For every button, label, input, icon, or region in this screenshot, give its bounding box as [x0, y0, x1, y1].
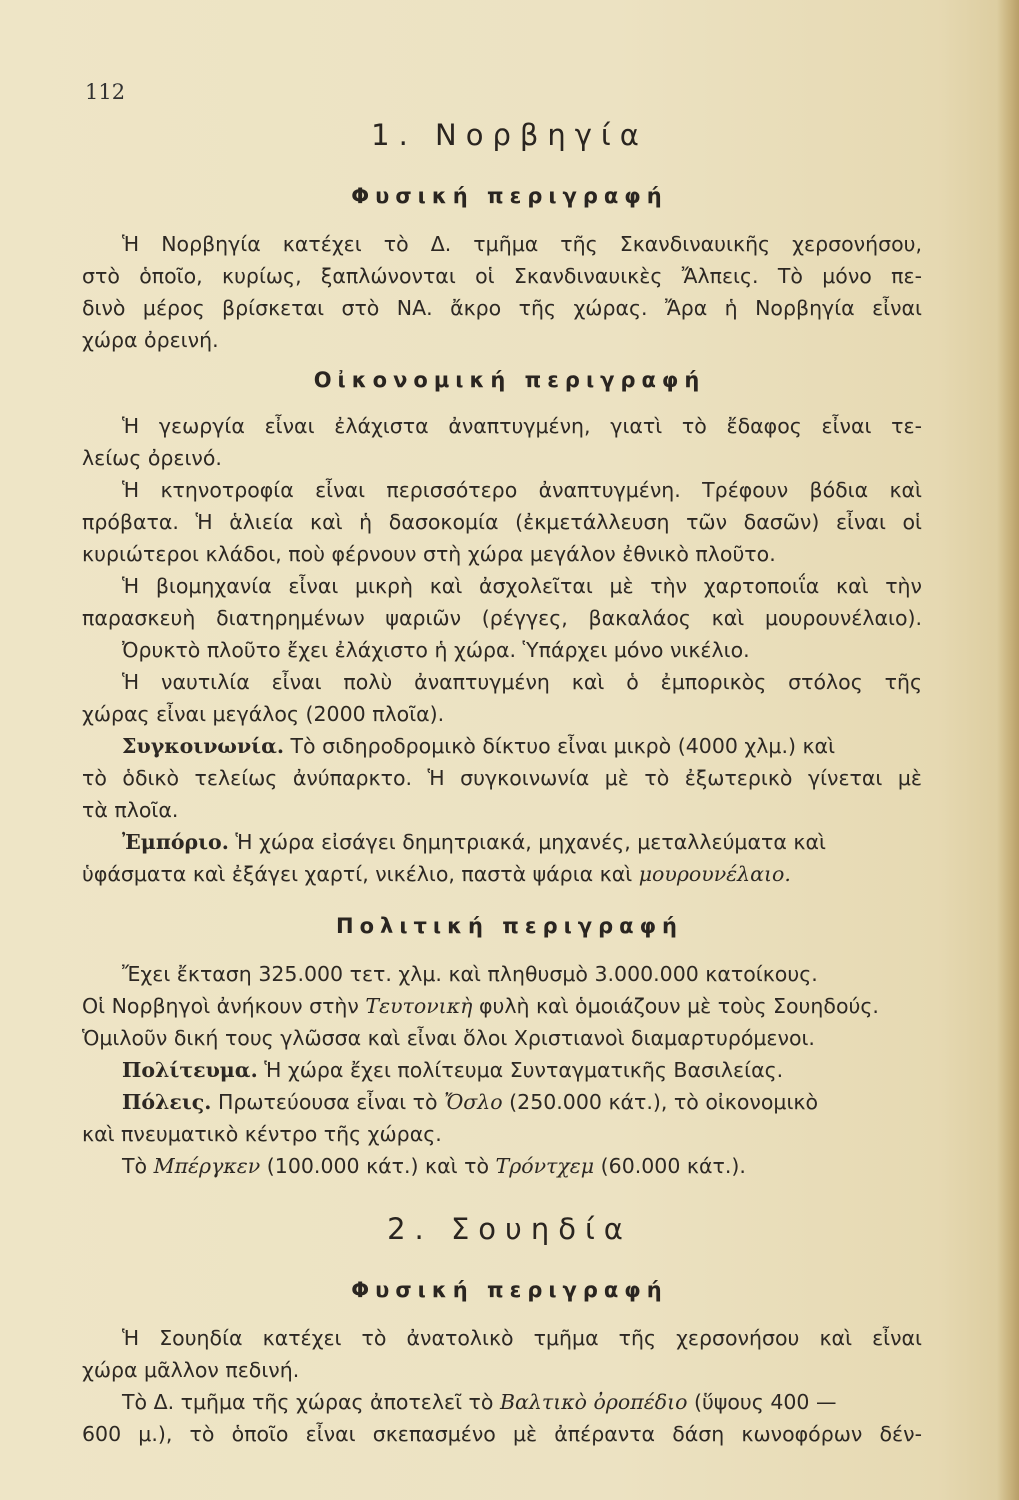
text-line: Ἡ Νορβηγία κατέχει τὸ Δ. τμῆμα τῆς Σκανδιναυικῆς χερσονήσου, [122, 232, 922, 256]
text-span: Ἡ χώρα ἔχει πολίτευμα Συνταγματικῆς Βασιλείας. [257, 1058, 784, 1082]
text-line: παρασκευὴ διατηρημένων ψαριῶν (ρέγγες, βακαλάος καὶ μουρουνέλαιο). [82, 606, 922, 630]
section-heading-physical: Φυσική περιγραφή [351, 184, 668, 208]
communication-label: Συγκοινωνία. [122, 734, 285, 758]
text-line: Ἡ γεωργία εἶναι ἐλάχιστα ἀναπτυγμένη, γιατὶ τὸ ἔδαφος εἶναι τε- [122, 414, 922, 438]
text-line: τὰ πλοῖα. [82, 798, 179, 822]
text-span: (100.000 κάτ.) καὶ τὸ [260, 1154, 496, 1178]
text-line: Ἔχει ἔκταση 325.000 τετ. χλμ. καὶ πληθυσμὸ 3.000.000 κατοίκους. [122, 962, 818, 986]
text-line: λείως ὀρεινό. [82, 446, 222, 470]
trade-paragraph [122, 830, 922, 854]
section-heading-physical-sweden: Φυσική περιγραφή [351, 1278, 668, 1302]
section-heading-economic: Οἰκονομική περιγραφή [313, 368, 706, 392]
text-line: στὸ ὁποῖο, κυρίως, ξαπλώνονται οἱ Σκανδιναυικὲς Ἄλπεις. Τὸ μόνο πε- [82, 264, 922, 288]
text-line [122, 1390, 922, 1414]
text-line: κυριώτεροι κλάδοι, ποὺ φέρνουν στὴ χώρα μεγάλον ἐθνικὸ πλοῦτο. [82, 542, 776, 566]
text-line [82, 862, 922, 886]
government-paragraph [122, 1058, 922, 1082]
text-span: (ὕψους 400 — [687, 1390, 837, 1414]
text-span: (250.000 κάτ.), τὸ οἰκονομικὸ [502, 1090, 819, 1114]
italic-term: Τευτονικὴ [365, 994, 473, 1018]
text-span: Τὸ [122, 1154, 154, 1178]
text-span: Πρωτεύουσα εἶναι τὸ [211, 1090, 445, 1114]
section-heading-political: Πολιτική περιγραφή [336, 914, 683, 938]
text-line: χώρα ὀρεινή. [82, 328, 219, 352]
communication-paragraph [122, 734, 922, 758]
chapter-title-sweden: 2. Σουηδία [387, 1212, 632, 1246]
text-line: Ἡ ναυτιλία εἶναι πολὺ ἀναπτυγμένη καὶ ὁ ἐμπορικὸς στόλος τῆς [122, 670, 922, 694]
page-number: 112 [85, 80, 126, 104]
government-label: Πολίτευμα. [122, 1058, 258, 1082]
text-span: (60.000 κάτ.). [594, 1154, 746, 1178]
text-line: χώρας εἶναι μεγάλος (2000 πλοῖα). [82, 702, 445, 726]
text-line [82, 994, 922, 1018]
italic-term: Ὄσλο [444, 1090, 503, 1114]
page-edge [997, 0, 1019, 1500]
text-line: Ἡ Σουηδία κατέχει τὸ ἀνατολικὸ τμῆμα τῆς χερσονήσου καὶ εἶναι [122, 1326, 922, 1350]
text-line: Ὁμιλοῦν δική τους γλῶσσα καὶ εἶναι ὅλοι Χριστιανοὶ διαμαρτυρόμενοι. [82, 1026, 815, 1050]
text-line: πρόβατα. Ἡ ἁλιεία καὶ ἡ δασοκομία (ἐκμετάλλευση τῶν δασῶν) εἶναι οἱ [82, 510, 922, 534]
text-line: Ἡ κτηνοτροφία εἶναι περισσότερο ἀναπτυγμένη. Τρέφουν βόδια καὶ [122, 478, 922, 502]
italic-term: Βαλτικὸ ὀροπέδιο [499, 1390, 688, 1414]
italic-term: μουρουνέλαιο. [638, 862, 791, 886]
text-line: 600 μ.), τὸ ὁποῖο εἶναι σκεπασμένο μὲ ἀπέραντα δάση κωνοφόρων δέν- [82, 1422, 922, 1446]
trade-label: Ἐμπόριο. [122, 830, 229, 854]
text-line [122, 1154, 922, 1178]
text-span: Ἡ χώρα εἰσάγει δημητριακά, μηχανές, μεταλλεύματα καὶ [228, 830, 826, 854]
text-line: Ὀρυκτὸ πλοῦτο ἔχει ἐλάχιστο ἡ χώρα. Ὑπάρχει μόνο νικέλιο. [122, 638, 750, 662]
text-span: φυλὴ καὶ ὁμοιάζουν μὲ τοὺς Σουηδούς. [472, 994, 879, 1018]
text-line: δινὸ μέρος βρίσκεται στὸ ΝΑ. ἄκρο τῆς χώρας. Ἄρα ἡ Νορβηγία εἶναι [82, 296, 922, 320]
text-span: Οἱ Νορβηγοὶ ἀνήκουν στὴν [82, 994, 366, 1018]
italic-term: Μπέργκεν [153, 1154, 261, 1178]
text-span: ὑφάσματα καὶ ἐξάγει χαρτί, νικέλιο, παστὰ ψάρια καὶ [82, 862, 639, 886]
text-line: τὸ ὁδικὸ τελείως ἀνύπαρκτο. Ἡ συγκοινωνία μὲ τὸ ἐξωτερικὸ γίνεται μὲ [82, 766, 922, 790]
text-line: χώρα μᾶλλον πεδινή. [82, 1358, 300, 1382]
cities-label: Πόλεις. [122, 1090, 212, 1114]
chapter-title-norway: 1. Νορβηγία [371, 118, 648, 152]
text-line: Ἡ βιομηχανία εἶναι μικρὴ καὶ ἀσχολεῖται μὲ τὴν χαρτοποιΐα καὶ τὴν [122, 574, 922, 598]
italic-term: Τρόντχεμ [495, 1154, 595, 1178]
text-span: Τὸ σιδηροδρομικὸ δίκτυο εἶναι μικρὸ (4000 χλμ.) καὶ [284, 734, 836, 758]
text-line: καὶ πνευματικὸ κέντρο τῆς χώρας. [82, 1122, 442, 1146]
text-span: Τὸ Δ. τμῆμα τῆς χώρας ἀποτελεῖ τὸ [122, 1390, 500, 1414]
cities-paragraph [122, 1090, 922, 1114]
